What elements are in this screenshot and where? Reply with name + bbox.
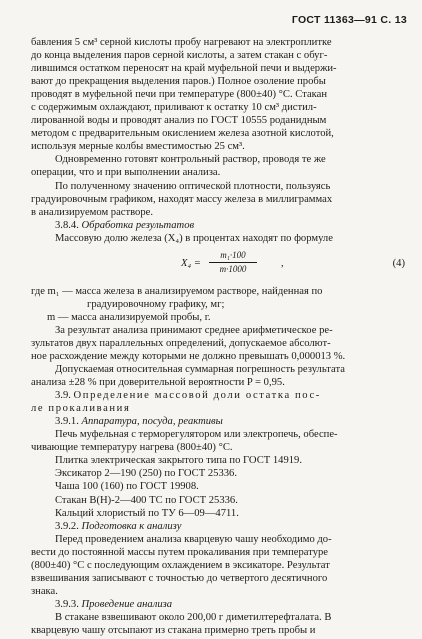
formula-number: (4) (392, 257, 405, 269)
formula (31, 247, 407, 281)
list-item: Стакан В(Н)-2—400 ТС по ГОСТ 25336. (55, 494, 238, 506)
text-line: знака. (31, 585, 58, 597)
text-line: ле прокаливания (31, 403, 131, 415)
text-line: методом с предварительным окислением железа азотной кислотой, (31, 128, 334, 140)
text-line: лированной воды и проводят анализ по ГОСТ 10555 роданидным (31, 115, 327, 127)
section-title: Обработка результатов (81, 219, 195, 231)
formula-fraction (209, 249, 257, 275)
section-heading (31, 598, 407, 611)
text-line: используя мерные колбы вместимостью 25 см³. (31, 141, 245, 153)
text-line: В стакане взвешивают около 200,00 г диметилтерефталата. В (55, 611, 332, 623)
section-heading (31, 415, 407, 428)
text-line: анализа ±28 % при доверительной вероятности P = 0,95. (31, 377, 285, 389)
text-line: зультатов двух параллельных определений, допускаемое абсолют- (31, 337, 331, 349)
text-line: Печь муфельная с терморегулятором или электропечь, обеспе- (55, 429, 338, 441)
text-line: вают до прекращения выделения паров.) Полное озоление пробы (31, 76, 326, 88)
section-title: Подготовка к анализу (81, 520, 182, 532)
section-number: 3.9.1. (55, 416, 82, 428)
text-line: взвешивания записывают с точностью до четвертого десятичного (31, 572, 328, 584)
text-line: (800±40) °С с последующим охлаждением в эксикаторе. Результат (31, 559, 330, 571)
formula-numerator: m₁·100 (209, 249, 257, 263)
text-line: Одновременно готовят контрольный раствор, проводя те же (55, 154, 326, 166)
list-item: Кальций хлористый по ТУ 6—09—4711. (55, 507, 239, 519)
formula-lhs: X₄ = (181, 257, 201, 269)
section-title: Проведение анализа (81, 598, 173, 610)
text-line: операции, что и при выполнении анализа. (31, 167, 221, 179)
text-line: с содержимым охлаждают, приливают к остатку 10 см³ дистил- (31, 102, 317, 114)
section-heading (31, 389, 407, 402)
text-line: Перед проведением анализа кварцевую чашу необходимо до- (55, 533, 332, 545)
page-header: ГОСТ 11363—91 С. 13 (291, 14, 407, 26)
text-line: градуировочным графиком, находят массу железа в миллиграммах (31, 193, 333, 205)
text-line: лившимся остатком переносят на край муфельной печи и выдержи- (31, 63, 337, 75)
text-line: По полученному значению оптической плотности, пользуясь (55, 180, 331, 192)
text-line: кварцевую чашу отсыпают из стакана примерно треть пробы и (31, 624, 316, 636)
list-item: Чаша 100 (160) по ГОСТ 19908. (55, 481, 199, 493)
section-heading (31, 520, 407, 533)
section-title: Определение массовой доли остатка пос- (73, 390, 321, 402)
formula-denominator: m·1000 (219, 263, 247, 274)
section-number: 3.8.4. (55, 219, 82, 231)
section-number: 3.9. (55, 390, 74, 402)
text-line: до конца выделения паров серной кислоты, а затем стакан с обуг- (31, 50, 328, 62)
text-line: За результат анализа принимают среднее арифметическое ре- (55, 324, 333, 336)
section-title: Аппаратура, посуда, реактивы (81, 416, 223, 428)
section-number: 3.9.3. (55, 598, 82, 610)
text-line: m — масса анализируемой пробы, г. (47, 311, 211, 323)
section-heading (31, 219, 407, 232)
text-line: ное расхождение между которыми не должно превышать 0,000013 %. (31, 350, 346, 362)
formula-comma: , (281, 257, 284, 269)
list-item: Плитка электрическая закрытого типа по ГОСТ 14919. (55, 455, 303, 467)
text-line: Массовую долю железа (X₄) в процентах находят по формуле (55, 232, 333, 244)
text-line: Допускаемая относительная суммарная погрешность результата (55, 364, 345, 376)
text-line: градуировочному графику, мг; (87, 298, 225, 310)
body-text (31, 36, 407, 637)
text-line: вести до постоянной массы путем прокаливания при температуре (31, 546, 329, 558)
text-line: бавления 5 см³ серной кислоты пробу нагревают на электроплитке (31, 37, 332, 48)
text-line: где m₁ — масса железа в анализируемом растворе, найденная по (31, 285, 323, 297)
text-line: проводят в муфельной печи при температуре (800±40) °С. Стакан (31, 89, 328, 101)
text-line: чивающие температуру нагрева (800±40) °С. (31, 442, 233, 454)
section-number: 3.9.2. (55, 520, 82, 532)
text-line: в анализируемом растворе. (31, 206, 153, 218)
list-item: Эксикатор 2—190 (250) по ГОСТ 25336. (55, 468, 237, 480)
